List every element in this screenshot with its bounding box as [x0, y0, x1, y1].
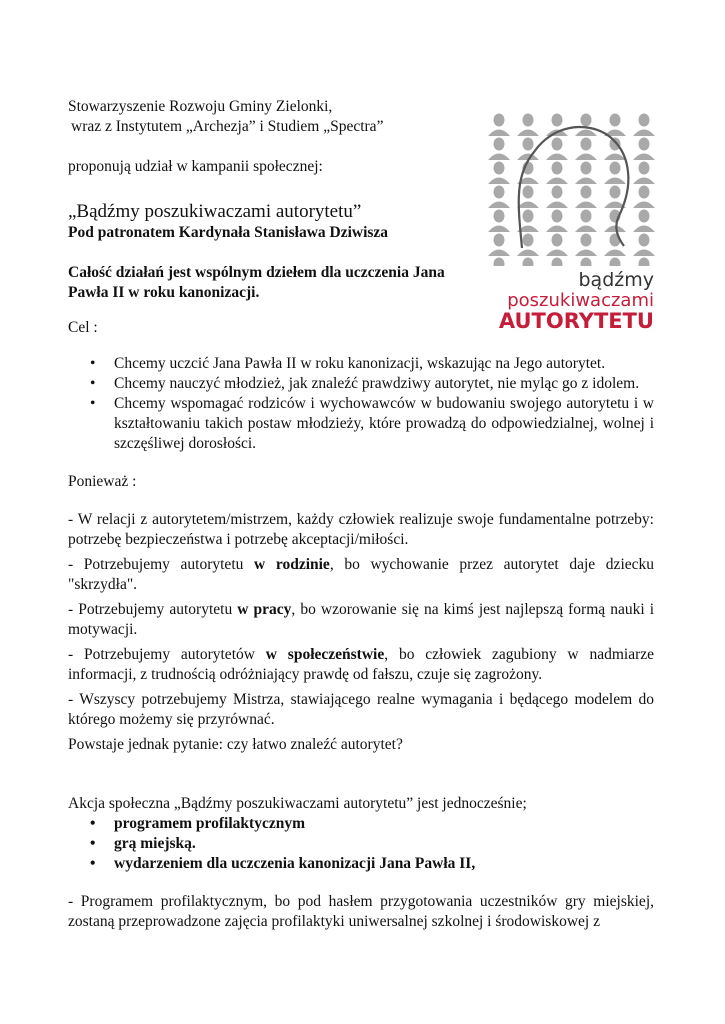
logo-word-badzmy: bądźmy: [578, 269, 654, 291]
logo-word-autorytetu: AUTORYTETU: [498, 309, 654, 330]
document-body: [68, 97, 654, 932]
bullet-icon: •: [90, 815, 96, 832]
proposal-line: proponują udział w kampanii społecznej:: [68, 158, 323, 175]
list-item: • Chcemy wspomagać rodziców i wychowawców w budowaniu swojego autorytetu i w kształtowaniu takich postaw młodzieży, które prowadzą do odpowiedzialnej, wolnej i szczęśliwej dorosłości.: [90, 395, 654, 452]
list-item: • Chcemy uczcić Jana Pawła II w roku kanonizacji, wskazując na Jego autorytet.: [90, 355, 606, 372]
action-intro: Akcja społeczna „Bądźmy poszukiwaczami autorytetu” jest jednocześnie;: [68, 795, 527, 812]
list-item: • Chcemy nauczyć młodzież, jak znaleźć prawdziwy autorytet, nie myląc go z idolem.: [90, 375, 640, 392]
org-line-2: wraz z Instytutem „Archezja” i Studiem „Spectra”: [71, 118, 384, 135]
bullet-icon: •: [90, 835, 96, 852]
goals-list: [68, 354, 654, 454]
dedication-line-2: Pawła II w roku kanonizacji.: [68, 284, 260, 301]
bullet-icon: •: [90, 355, 96, 372]
closing-paragraph: - Programem profilaktycznym, bo pod hasłem przygotowania uczestników gry miejskiej, zostaną przeprowadzone zajęcia profilaktyki uniwersalnej szkolnej i środowiskowej z: [68, 893, 654, 930]
bullet-icon: •: [90, 395, 96, 412]
reasons-heading: Ponieważ :: [68, 473, 137, 490]
bullet-icon: •: [90, 855, 96, 872]
list-item: • grą miejską.: [90, 835, 196, 852]
reason-1: - W relacji z autorytetem/mistrzem, każdy człowiek realizuje swoje fundamentalne potrzeby: potrzebę bezpieczeństwa i potrzebę akceptacji/miłości.: [68, 511, 654, 548]
list-item: • programem profilaktycznym: [90, 815, 305, 832]
reason-5: - Wszyscy potrzebujemy Mistrza, stawiającego realne wymagania i będącego modelem do którego możemy się przyrównać.: [68, 691, 654, 728]
patronage-line: Pod patronatem Kardynała Stanisława Dziwisza: [68, 224, 389, 241]
question-line: Powstaje jednak pytanie: czy łatwo znaleźć autorytet?: [68, 736, 403, 753]
bullet-icon: •: [90, 375, 96, 392]
dedication-line-1: Całość działań jest wspólnym dziełem dla uczczenia Jana: [68, 264, 445, 281]
org-line-1: Stowarzyszenie Rozwoju Gminy Zielonki,: [68, 98, 333, 115]
reason-3: - Potrzebujemy autorytetu w pracy, bo wzorowanie się na kimś jest najlepszą formą nauki i motywacji.: [68, 601, 655, 638]
goals-heading: Cel :: [68, 319, 98, 336]
reason-4: - Potrzebujemy autorytetów w społeczeństwie, bo człowiek zagubiony w nadmiarze informacji, z trudnością odróżniający prawdę od fałszu, czuje się zagrożony.: [68, 646, 654, 683]
action-list: [68, 814, 654, 874]
reason-2: - Potrzebujemy autorytetu w rodzinie, bo wychowanie przez autorytet daje dziecku "skrzydła".: [68, 556, 655, 593]
list-item: • wydarzeniem dla uczczenia kanonizacji Jana Pawła II,: [90, 855, 476, 872]
logo-word-poszukiwaczami: poszukiwaczami: [507, 290, 654, 311]
campaign-title: „Bądźmy poszukiwaczami autorytetu”: [68, 201, 362, 222]
